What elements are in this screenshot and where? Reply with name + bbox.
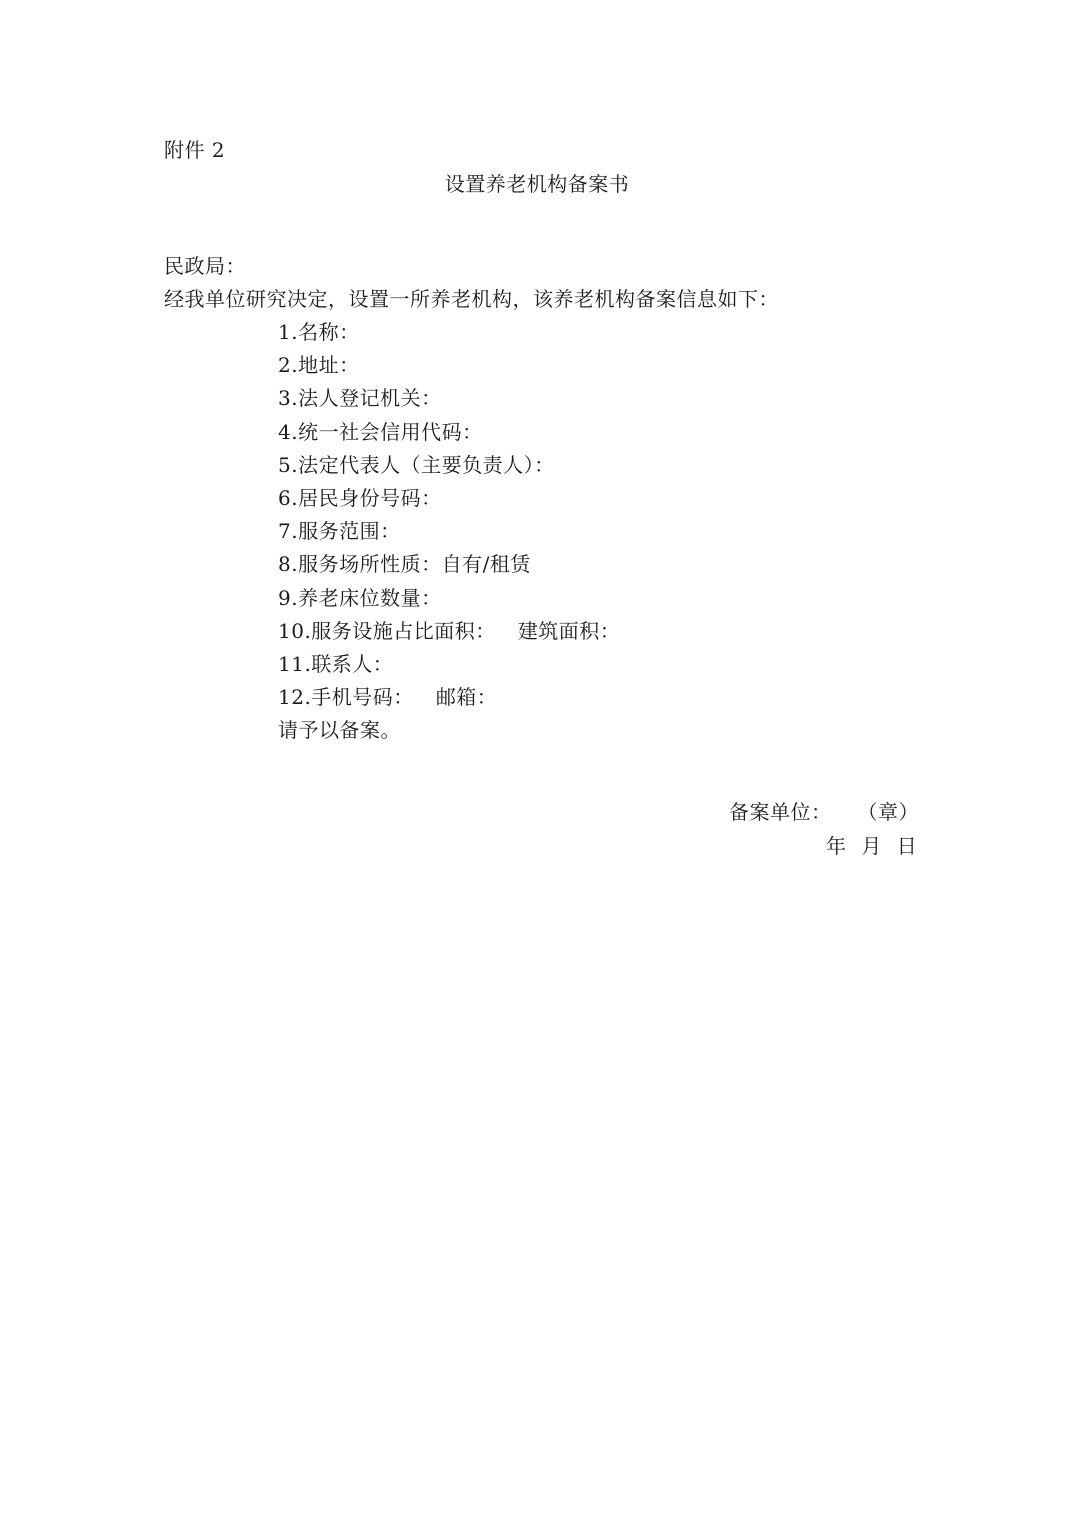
- item-text: 10.服务设施占比面积：: [278, 618, 496, 643]
- item-text: 3.法人登记机关：: [278, 386, 442, 411]
- list-item: [278, 386, 620, 419]
- list-item: [278, 552, 620, 585]
- list-item: [278, 320, 620, 353]
- list-item: [278, 652, 620, 685]
- list-item: [278, 619, 620, 652]
- item-extra-text: 邮箱：: [435, 685, 498, 710]
- intro-paragraph: 经我单位研究决定，设置一所养老机构，该养老机构备案信息如下：: [164, 287, 779, 311]
- attachment-label: 附件 2: [164, 138, 226, 162]
- signer-line: [729, 800, 919, 824]
- document-title: 设置养老机构备案书: [444, 172, 630, 196]
- info-list: [278, 320, 620, 718]
- list-item: [278, 420, 620, 453]
- item-text: 4.统一社会信用代码：: [278, 419, 483, 444]
- item-text: 7.服务范围：: [278, 519, 401, 544]
- list-item: [278, 685, 620, 718]
- item-text: 12.手机号码：: [278, 685, 414, 710]
- list-item: [278, 486, 620, 519]
- list-item: [278, 353, 620, 386]
- item-text: 11.联系人：: [278, 651, 394, 676]
- list-item: [278, 453, 620, 486]
- item-text: 5.法定代表人（主要负责人）：: [278, 452, 555, 477]
- list-item: [278, 519, 620, 552]
- addressee: 民政局：: [164, 254, 246, 278]
- list-item: [278, 586, 620, 619]
- date-line: 年 月 日: [826, 834, 918, 858]
- item-text: 9.养老床位数量：: [278, 585, 442, 610]
- item-text: 2.地址：: [278, 353, 360, 378]
- closing-line: 请予以备案。: [278, 718, 401, 742]
- seal-placeholder: （章）: [857, 800, 919, 824]
- item-text: 8.服务场所性质：自有/租赁: [278, 552, 531, 577]
- item-extra-text: 建筑面积：: [517, 618, 621, 643]
- signer-label: 备案单位：: [729, 800, 832, 824]
- item-text: 6.居民身份号码：: [278, 485, 442, 510]
- item-text: 1.名称：: [278, 320, 360, 344]
